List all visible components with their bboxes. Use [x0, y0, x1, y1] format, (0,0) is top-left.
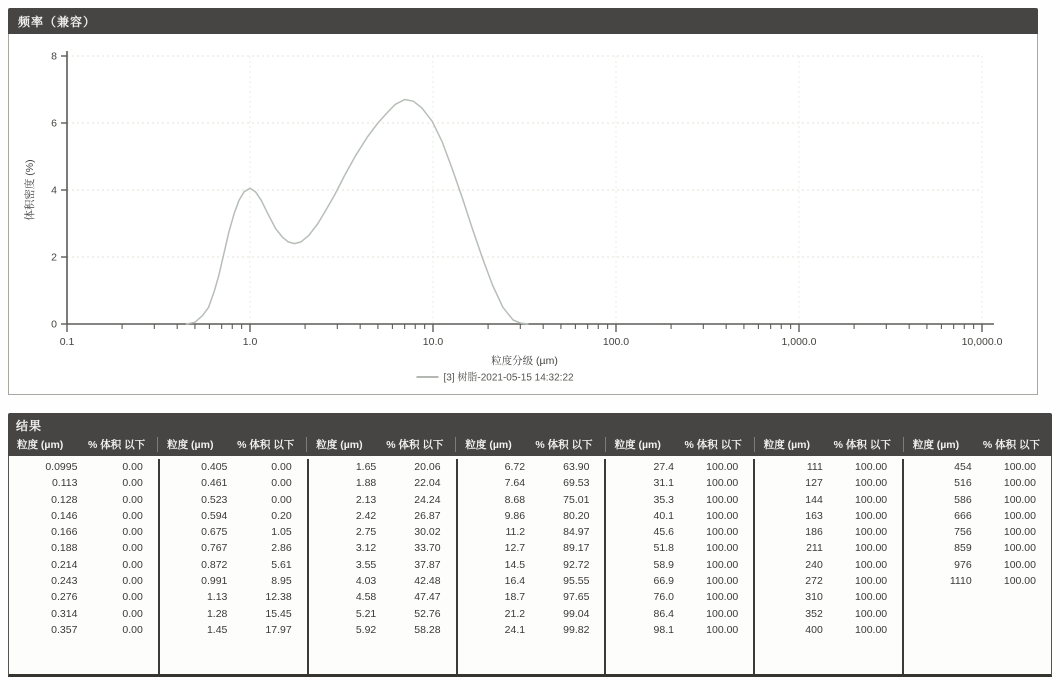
size-cell: 0.872	[201, 558, 228, 571]
volume-percent-cell: 24.24	[414, 493, 441, 506]
volume-percent-cell: 100.00	[855, 623, 888, 636]
size-cell: 9.86	[504, 509, 526, 522]
volume-percent-cell: 0.00	[271, 493, 292, 506]
size-cell: 45.6	[653, 526, 674, 539]
size-cell: 310	[805, 591, 823, 604]
table-row	[9, 589, 158, 605]
size-cell: 58.9	[653, 558, 674, 571]
table-row	[160, 557, 307, 573]
size-cell: 0.188	[51, 542, 78, 555]
volume-percent-cell: 97.65	[563, 591, 590, 604]
size-cell: 1.13	[206, 591, 228, 604]
volume-percent-cell: 22.04	[414, 477, 441, 490]
volume-percent-cell: 33.70	[414, 542, 441, 555]
volume-percent-cell: 0.00	[122, 623, 143, 636]
volume-percent-cell: 63.90	[563, 461, 590, 473]
volume-percent-cell: 0.00	[122, 526, 143, 539]
size-column-header: 粒度 (µm)	[763, 439, 810, 451]
table-row	[160, 492, 307, 508]
size-cell: 1.28	[206, 607, 228, 620]
volume-column-header: % 体积 以下	[237, 439, 295, 451]
results-header-band	[8, 413, 1052, 456]
size-column-header: 粒度 (µm)	[316, 439, 363, 451]
table-row	[755, 589, 902, 605]
volume-column-header: % 体积 以下	[982, 439, 1040, 451]
size-cell: 5.92	[355, 623, 377, 636]
table-row	[755, 492, 902, 508]
volume-percent-cell: 0.00	[122, 509, 143, 522]
table-row	[9, 573, 158, 589]
x-tick-label: 1.0	[242, 336, 258, 348]
size-cell: 0.214	[51, 558, 78, 571]
y-tick-label: 0	[51, 318, 57, 331]
volume-column-header: % 体积 以下	[684, 439, 742, 451]
table-row	[606, 540, 753, 556]
table-row	[160, 622, 307, 638]
size-cell: 111	[806, 461, 823, 473]
table-row	[755, 557, 902, 573]
size-cell: 2.75	[355, 526, 377, 539]
table-row	[904, 508, 1051, 524]
volume-percent-cell: 58.28	[414, 623, 441, 636]
volume-percent-cell: 99.04	[563, 607, 590, 620]
volume-percent-cell: 100.00	[706, 493, 739, 506]
size-cell: 21.2	[504, 607, 526, 620]
size-cell: 1.45	[206, 623, 228, 636]
size-cell: 98.1	[653, 623, 674, 636]
frequency-distribution-chart	[9, 34, 1037, 392]
column-group-header	[306, 437, 455, 452]
size-cell: 1.88	[355, 477, 377, 490]
size-cell: 211	[806, 542, 823, 555]
size-cell: 0.0995	[45, 461, 78, 473]
volume-percent-cell: 92.72	[563, 558, 590, 571]
table-row	[755, 540, 902, 556]
volume-percent-cell: 0.00	[122, 591, 143, 604]
volume-percent-cell: 100.00	[1003, 509, 1036, 522]
frequency-curve	[187, 100, 528, 325]
volume-percent-cell: 26.87	[414, 509, 441, 522]
table-row	[458, 492, 605, 508]
table-row	[458, 606, 605, 622]
table-row	[309, 557, 456, 573]
volume-percent-cell: 17.97	[265, 623, 292, 636]
size-cell: 0.991	[201, 575, 228, 588]
volume-percent-cell: 100.00	[706, 526, 739, 539]
volume-percent-cell: 100.00	[706, 477, 739, 490]
frequency-chart-section	[8, 8, 1038, 395]
table-column-group	[307, 459, 456, 674]
table-column-group	[9, 459, 158, 674]
table-row	[755, 459, 902, 475]
volume-percent-cell: 100.00	[706, 623, 739, 636]
table-row	[9, 622, 158, 638]
table-row	[160, 475, 307, 491]
size-cell: 0.357	[51, 623, 78, 636]
size-cell: 8.68	[504, 493, 526, 506]
size-cell: 16.4	[504, 575, 526, 588]
size-cell: 2.13	[355, 493, 377, 506]
volume-percent-cell: 100.00	[1003, 575, 1036, 588]
table-row	[9, 508, 158, 524]
table-row	[755, 475, 902, 491]
volume-percent-cell: 100.00	[855, 509, 888, 522]
volume-percent-cell: 52.76	[414, 607, 441, 620]
volume-percent-cell: 89.17	[563, 542, 590, 555]
table-row	[606, 475, 753, 491]
column-group-header	[605, 437, 754, 452]
table-row	[309, 508, 456, 524]
size-cell: 586	[954, 493, 972, 506]
table-row	[160, 524, 307, 540]
size-cell: 4.03	[355, 575, 377, 588]
volume-percent-cell: 0.00	[122, 607, 143, 620]
size-cell: 11.2	[505, 526, 526, 539]
table-row	[9, 475, 158, 491]
table-column-group	[753, 459, 902, 674]
volume-percent-cell: 100.00	[855, 558, 888, 571]
table-row	[606, 606, 753, 622]
size-cell: 3.12	[355, 542, 377, 555]
table-row	[9, 557, 158, 573]
table-row	[160, 540, 307, 556]
size-column-header: 粒度 (µm)	[614, 439, 661, 451]
table-row	[309, 524, 456, 540]
table-row	[904, 573, 1051, 589]
results-body	[8, 456, 1052, 677]
volume-percent-cell: 47.47	[414, 591, 441, 604]
legend-label: [3] 树脂-2021-05-15 14:32:22	[443, 372, 574, 384]
volume-percent-cell: 0.20	[271, 509, 292, 522]
size-cell: 1110	[949, 575, 972, 588]
volume-percent-cell: 2.86	[271, 542, 292, 555]
table-column-group	[902, 459, 1051, 674]
volume-percent-cell: 100.00	[1003, 493, 1036, 506]
volume-percent-cell: 100.00	[855, 493, 888, 506]
size-cell: 6.72	[504, 461, 526, 473]
table-row	[458, 540, 605, 556]
table-row	[904, 524, 1051, 540]
size-cell: 0.166	[51, 526, 78, 539]
table-column-group	[604, 459, 753, 674]
size-cell: 516	[954, 477, 972, 490]
size-cell: 12.7	[504, 542, 526, 555]
table-row	[755, 606, 902, 622]
size-cell: 35.3	[653, 493, 674, 506]
size-cell: 31.1	[653, 477, 674, 490]
volume-percent-cell: 84.97	[563, 526, 590, 539]
volume-percent-cell: 100.00	[1003, 542, 1036, 555]
table-row	[160, 589, 307, 605]
volume-percent-cell: 5.61	[271, 558, 292, 571]
size-column-header: 粒度 (µm)	[17, 439, 64, 451]
size-cell: 186	[805, 526, 823, 539]
table-row	[9, 540, 158, 556]
y-tick-label: 8	[51, 50, 57, 63]
table-row	[904, 492, 1051, 508]
y-tick-label: 2	[51, 251, 57, 264]
table-row	[9, 524, 158, 540]
column-group-header	[754, 437, 903, 452]
size-cell: 27.4	[653, 461, 674, 473]
size-cell: 756	[954, 526, 972, 539]
size-cell: 5.21	[355, 607, 377, 620]
volume-percent-cell: 100.00	[855, 575, 888, 588]
size-cell: 240	[805, 558, 823, 571]
column-group-header	[455, 437, 604, 452]
volume-column-header: % 体积 以下	[386, 439, 444, 451]
size-cell: 0.314	[51, 607, 78, 620]
size-cell: 127	[805, 477, 823, 490]
table-row	[309, 573, 456, 589]
table-row	[309, 622, 456, 638]
size-cell: 0.594	[201, 509, 228, 522]
volume-percent-cell: 42.48	[414, 575, 441, 588]
x-tick-label: 100.0	[602, 336, 630, 348]
size-column-header: 粒度 (µm)	[465, 439, 512, 451]
volume-percent-cell: 100.00	[706, 558, 739, 571]
size-cell: 0.767	[201, 542, 228, 555]
size-cell: 0.523	[201, 493, 228, 506]
table-row	[160, 508, 307, 524]
table-row	[458, 524, 605, 540]
chart-panel	[8, 34, 1038, 395]
table-row	[606, 492, 753, 508]
size-cell: 0.276	[51, 591, 78, 604]
table-row	[606, 557, 753, 573]
table-row	[458, 557, 605, 573]
size-cell: 454	[954, 461, 972, 473]
table-row	[606, 524, 753, 540]
size-cell: 163	[805, 509, 823, 522]
column-group-header	[903, 437, 1052, 452]
size-cell: 976	[954, 558, 972, 571]
table-row	[309, 589, 456, 605]
volume-percent-cell: 100.00	[1003, 526, 1036, 539]
volume-percent-cell: 0.00	[122, 493, 143, 506]
results-title: 结果	[16, 419, 43, 433]
volume-percent-cell: 95.55	[563, 575, 590, 588]
table-row	[755, 524, 902, 540]
table-row	[606, 573, 753, 589]
size-cell: 4.58	[355, 591, 377, 604]
volume-percent-cell: 75.01	[563, 493, 590, 506]
volume-percent-cell: 69.53	[563, 477, 590, 490]
volume-percent-cell: 0.00	[271, 461, 292, 473]
volume-column-header: % 体积 以下	[535, 439, 593, 451]
table-row	[606, 459, 753, 475]
table-row	[160, 606, 307, 622]
size-cell: 0.675	[201, 526, 228, 539]
table-column-group	[158, 459, 307, 674]
size-cell: 18.7	[504, 591, 526, 604]
size-cell: 0.113	[51, 477, 78, 490]
table-row	[904, 475, 1051, 491]
table-row	[160, 459, 307, 475]
table-row	[458, 508, 605, 524]
volume-percent-cell: 100.00	[706, 461, 739, 473]
table-row	[458, 573, 605, 589]
volume-percent-cell: 0.00	[122, 461, 143, 473]
size-cell: 3.55	[355, 558, 377, 571]
table-row	[309, 459, 456, 475]
volume-column-header: % 体积 以下	[833, 439, 891, 451]
table-row	[458, 622, 605, 638]
volume-percent-cell: 0.00	[122, 558, 143, 571]
x-tick-label: 10.0	[422, 336, 444, 348]
table-row	[309, 540, 456, 556]
table-row	[904, 557, 1051, 573]
table-column-group	[456, 459, 605, 674]
size-cell: 40.1	[653, 509, 674, 522]
table-row	[606, 622, 753, 638]
volume-percent-cell: 100.00	[855, 477, 888, 490]
volume-percent-cell: 30.02	[414, 526, 441, 539]
size-cell: 859	[954, 542, 972, 555]
volume-percent-cell: 80.20	[563, 509, 590, 522]
volume-percent-cell: 100.00	[706, 607, 739, 620]
table-row	[458, 589, 605, 605]
size-column-header: 粒度 (µm)	[167, 439, 214, 451]
table-row	[160, 573, 307, 589]
table-row	[309, 475, 456, 491]
y-tick-label: 6	[51, 117, 57, 130]
table-row	[9, 459, 158, 475]
volume-percent-cell: 0.00	[122, 477, 143, 490]
size-cell: 0.128	[51, 493, 78, 506]
volume-percent-cell: 100.00	[855, 461, 888, 473]
chart-title-bar: 频率（兼容）	[8, 8, 1038, 34]
table-row	[755, 622, 902, 638]
results-section	[8, 413, 1052, 677]
volume-percent-cell: 15.45	[265, 607, 292, 620]
volume-percent-cell: 0.00	[271, 477, 292, 490]
volume-percent-cell: 100.00	[1003, 477, 1036, 490]
x-tick-label: 0.1	[59, 336, 75, 348]
size-cell: 7.64	[504, 477, 526, 490]
size-cell: 0.405	[201, 461, 228, 473]
volume-percent-cell: 100.00	[706, 575, 739, 588]
table-row	[904, 540, 1051, 556]
size-cell: 400	[805, 623, 823, 636]
size-cell: 51.8	[653, 542, 674, 555]
size-cell: 86.4	[653, 607, 674, 620]
size-cell: 24.1	[504, 623, 526, 636]
volume-percent-cell: 100.00	[855, 526, 888, 539]
size-cell: 666	[954, 509, 972, 522]
size-cell: 144	[805, 493, 823, 506]
x-tick-label: 1,000.0	[781, 336, 817, 348]
volume-percent-cell: 1.05	[271, 526, 292, 539]
volume-percent-cell: 0.00	[122, 575, 143, 588]
column-group-header	[8, 437, 157, 452]
x-axis-title: 粒度分级 (µm)	[491, 355, 558, 367]
table-row	[755, 573, 902, 589]
size-cell: 272	[805, 575, 823, 588]
y-axis-title: 体积密度 (%)	[24, 159, 36, 221]
size-cell: 0.243	[51, 575, 78, 588]
volume-percent-cell: 100.00	[706, 591, 739, 604]
volume-percent-cell: 20.06	[414, 461, 441, 473]
table-row	[904, 459, 1051, 475]
table-row	[9, 606, 158, 622]
volume-percent-cell: 99.82	[563, 623, 590, 636]
volume-column-header: % 体积 以下	[87, 439, 146, 451]
size-cell: 0.146	[51, 509, 78, 522]
size-cell: 76.0	[653, 591, 674, 604]
volume-percent-cell: 100.00	[1003, 558, 1036, 571]
volume-percent-cell: 100.00	[1003, 461, 1036, 473]
size-cell: 66.9	[653, 575, 674, 588]
results-header-row	[8, 434, 1052, 456]
table-row	[458, 475, 605, 491]
table-row	[9, 492, 158, 508]
volume-percent-cell: 100.00	[855, 607, 888, 620]
column-group-header	[157, 437, 306, 452]
table-row	[309, 606, 456, 622]
size-column-header: 粒度 (µm)	[912, 439, 960, 451]
size-cell: 0.461	[201, 477, 228, 490]
table-row	[606, 508, 753, 524]
size-cell: 352	[805, 607, 823, 620]
table-row	[755, 508, 902, 524]
volume-percent-cell: 100.00	[706, 542, 739, 555]
volume-percent-cell: 8.95	[271, 575, 292, 588]
volume-percent-cell: 100.00	[855, 542, 888, 555]
volume-percent-cell: 100.00	[706, 509, 739, 522]
volume-percent-cell: 100.00	[855, 591, 888, 604]
table-row	[458, 459, 605, 475]
size-cell: 14.5	[504, 558, 526, 571]
y-tick-label: 4	[51, 184, 57, 197]
volume-percent-cell: 37.87	[414, 558, 441, 571]
size-cell: 2.42	[355, 509, 377, 522]
x-tick-label: 10,000.0	[961, 336, 1003, 348]
table-row	[606, 589, 753, 605]
size-cell: 1.65	[355, 461, 377, 473]
volume-percent-cell: 0.00	[122, 542, 143, 555]
table-row	[309, 492, 456, 508]
volume-percent-cell: 12.38	[265, 591, 292, 604]
